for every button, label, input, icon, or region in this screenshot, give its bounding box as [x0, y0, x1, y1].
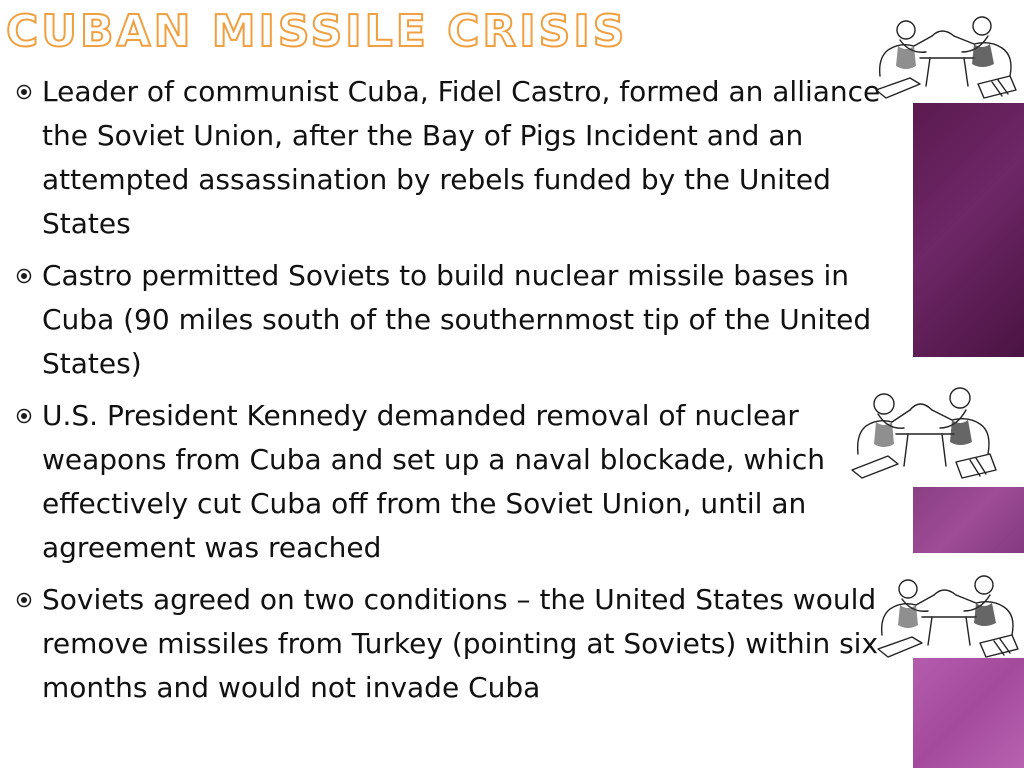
bullet-circle-icon — [16, 84, 32, 100]
bullet-text: Castro permitted Soviets to build nuclear missile bases in Cuba (90 miles south of the southernmost tip of the United States) — [42, 259, 872, 380]
slide-title: CUBAN MISSILE CRISIS — [6, 6, 628, 57]
arm-wrestling-cartoon-icon — [848, 376, 998, 484]
arm-wrestling-cartoon-icon — [872, 565, 1022, 660]
accent-bar-dark — [913, 103, 1024, 357]
bullet-item — [14, 70, 884, 246]
accent-bar-light — [913, 658, 1024, 768]
bullet-circle-icon — [16, 408, 32, 424]
bullet-text: U.S. President Kennedy demanded removal of nuclear weapons from Cuba and set up a naval blockade, which effectively cut Cuba off from the Soviet Union, until an agreement was reached — [42, 399, 826, 564]
arm-wrestling-cartoon-icon — [870, 6, 1020, 102]
bullet-text: Soviets agreed on two conditions – the United States would remove missiles from Turkey (pointing at Soviets) within six months and would not invade Cuba — [42, 583, 879, 704]
bullet-circle-icon — [16, 592, 32, 608]
bullet-text: Leader of communist Cuba, Fidel Castro, formed an alliance the Soviet Union, after the Bay of Pigs Incident and an attempted assassination by rebels funded by the United States — [42, 75, 881, 240]
bullet-list — [14, 70, 884, 710]
bullet-circle-icon — [16, 268, 32, 284]
bullet-item — [14, 394, 884, 570]
accent-bar-mid — [913, 487, 1024, 553]
bullet-item — [14, 254, 884, 386]
bullet-item — [14, 578, 884, 710]
